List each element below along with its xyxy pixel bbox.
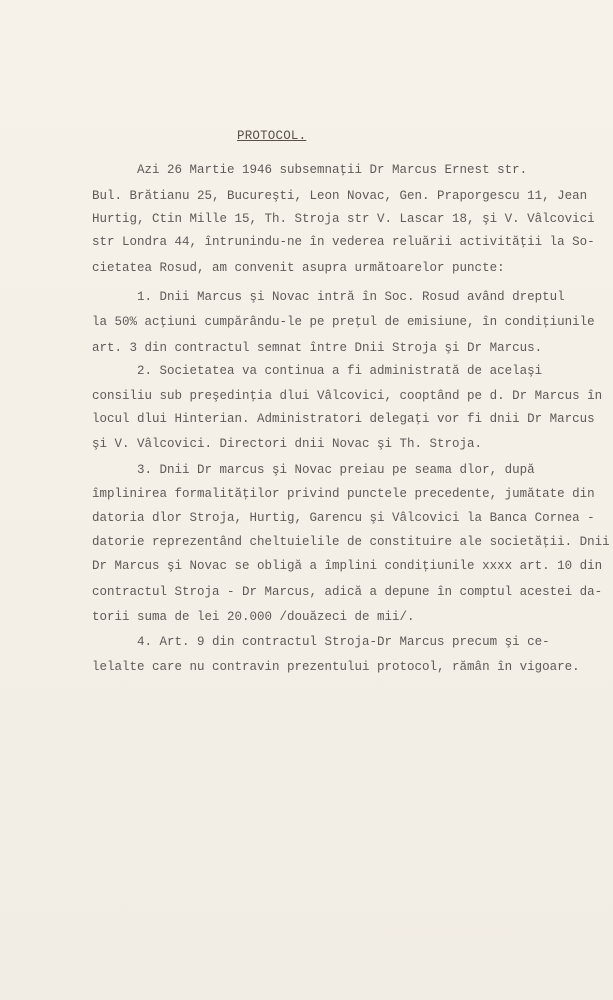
text-line: cietatea Rosud, am convenit asupra următoarelor puncte: bbox=[92, 261, 505, 275]
text-line: art. 3 din contractul semnat între Dnii Stroja şi Dr Marcus. bbox=[92, 341, 543, 355]
text-line: 4. Art. 9 din contractul Stroja-Dr Marcus precum şi ce- bbox=[92, 635, 550, 649]
text-line: str Londra 44, întrunindu-ne în vederea reluării activităţii la So- bbox=[92, 235, 595, 249]
text-line: datorie reprezentând cheltuielile de constituire ale societăţii. Dnii bbox=[92, 535, 610, 549]
text-line: la 50% acţiuni cumpărându-le pe preţul de emisiune, în condiţiunile bbox=[92, 315, 595, 329]
text-line: 1. Dnii Marcus şi Novac intră în Soc. Rosud având dreptul bbox=[92, 290, 565, 304]
text-line: 2. Societatea va continua a fi administrată de acelaşi bbox=[92, 364, 543, 378]
text-line: şi V. Vâlcovici. Directori dnii Novac şi Th. Stroja. bbox=[92, 437, 483, 451]
text-line: Azi 26 Martie 1946 subsemnaţii Dr Marcus Ernest str. bbox=[92, 163, 528, 177]
text-line: consiliu sub preşedinţia dlui Vâlcovici, cooptând pe d. Dr Marcus în bbox=[92, 389, 603, 403]
text-line: Bul. Brătianu 25, Bucureşti, Leon Novac, Gen. Praporgescu 11, Jean bbox=[92, 189, 588, 203]
text-line: contractul Stroja - Dr Marcus, adică a depune în comptul acestei da- bbox=[92, 585, 603, 599]
text-line: locul dlui Hinterian. Administratori delegaţi vor fi dnii Dr Marcus bbox=[92, 412, 595, 426]
text-line: împlinirea formalităţilor privind punctele precedente, jumătate din bbox=[92, 487, 595, 501]
text-line: Hurtig, Ctin Mille 15, Th. Stroja str V. Lascar 18, şi V. Vâlcovici bbox=[92, 212, 595, 226]
text-line: torii suma de lei 20.000 /douăzeci de mii/. bbox=[92, 610, 415, 624]
document-title: PROTOCOL. bbox=[237, 129, 307, 143]
text-line: 3. Dnii Dr marcus şi Novac preiau pe seama dlor, după bbox=[92, 463, 535, 477]
text-line: datoria dlor Stroja, Hurtig, Garencu şi Vâlcovici la Banca Cornea - bbox=[92, 511, 595, 525]
text-line: lelalte care nu contravin prezentului protocol, rămân în vigoare. bbox=[92, 660, 580, 674]
text-line: Dr Marcus şi Novac se obligă a împlini condiţiunile xxxx art. 10 din bbox=[92, 559, 603, 573]
